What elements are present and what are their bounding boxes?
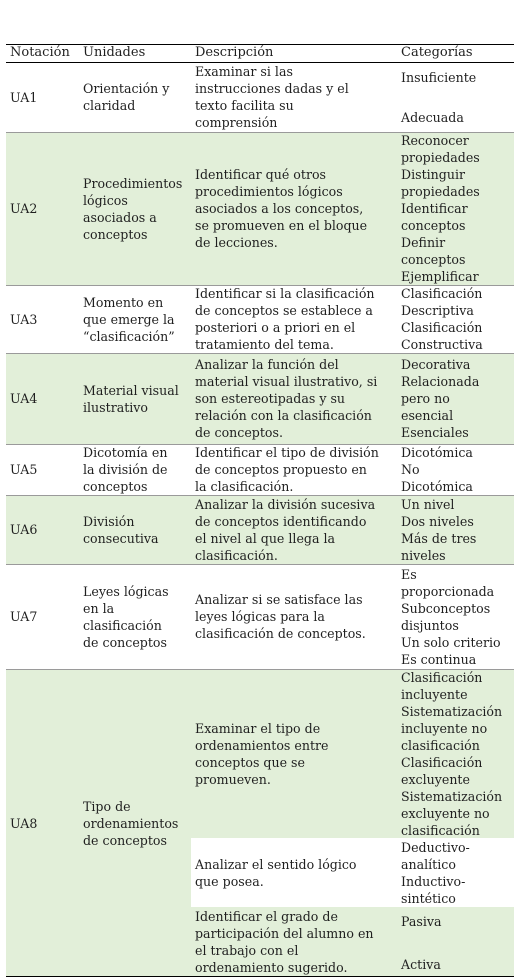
row-unit-line: Material visual <box>83 382 179 398</box>
row-code: UA8 <box>10 815 38 831</box>
row-categories-line: incluyente no <box>401 720 488 736</box>
row-description-line: de conceptos se establece a <box>195 303 373 318</box>
header-units: Unidades <box>83 45 146 60</box>
row-unit-line: conceptos <box>83 226 148 242</box>
row-description-line: la clasificación. <box>195 479 294 494</box>
row-categories <box>401 907 513 977</box>
row-categories-line: Clasificación <box>401 669 483 685</box>
row-description-line: conceptos que se <box>195 754 305 770</box>
row-description-line: son estereotipadas y su <box>195 391 346 406</box>
row-categories-line: Sistematización <box>401 788 503 804</box>
row-categories-line: Clasificación <box>401 286 483 301</box>
row-unit-line: en la <box>83 600 115 616</box>
row-description-line: participación del alumno en <box>195 926 374 941</box>
row-description-line: promueven. <box>195 771 271 787</box>
row-categories-line: Constructiva <box>401 337 483 352</box>
row-description-line: se promueven en el bloque <box>195 218 368 233</box>
categories-table <box>6 44 514 977</box>
header-notation: Notación <box>10 45 70 60</box>
row-description <box>195 62 397 132</box>
row-unit <box>83 669 193 977</box>
row-categories-line: Es <box>401 566 417 582</box>
row-description-line: Analizar el sentido lógico <box>195 856 357 872</box>
row-unit-line: Tipo de <box>83 798 131 814</box>
row-unit-line: la división de <box>83 462 168 477</box>
row-code: UA4 <box>10 391 38 406</box>
row-categories-line: sintético <box>401 890 456 906</box>
row-unit <box>83 285 193 353</box>
header-description: Descripción <box>195 45 274 60</box>
row-categories-line: Definir <box>401 235 446 250</box>
row-categories <box>401 132 513 285</box>
row-description <box>195 444 397 495</box>
row-description-line: texto facilita su <box>195 98 294 113</box>
row-description-line: el nivel al que llega la <box>195 530 336 546</box>
row-unit-line: Momento en <box>83 294 164 310</box>
row-categories-line: analítico <box>401 856 456 872</box>
row-unit-line: ilustrativo <box>83 399 149 415</box>
row-categories-line: proporcionada <box>401 583 495 599</box>
row-description <box>195 564 397 669</box>
row-categories-line: Distinguir <box>401 167 466 182</box>
row-description-line: de conceptos identificando <box>195 513 367 529</box>
row-categories-line: excluyente no <box>401 805 490 821</box>
row-categories <box>401 669 513 838</box>
row-description-line: de lecciones. <box>195 235 278 250</box>
row-categories-line: conceptos <box>401 218 466 233</box>
row-description <box>195 353 397 444</box>
row-description <box>195 495 397 564</box>
row-unit-line: clasificación <box>83 617 162 633</box>
row-code: UA2 <box>10 201 38 216</box>
row-categories-line: propiedades <box>401 150 480 165</box>
row-description-line: Examinar el tipo de <box>195 720 321 736</box>
row-unit-line: que emerge la <box>83 311 175 327</box>
row-categories <box>401 564 513 669</box>
row-unit <box>83 353 193 444</box>
row-code: UA6 <box>10 522 38 537</box>
row-unit-line: conceptos <box>83 479 148 494</box>
row-categories-line: excluyente <box>401 771 470 787</box>
row-categories <box>401 495 513 564</box>
row-categories-line: clasificación <box>401 822 480 838</box>
row-unit-line: asociados a <box>83 209 157 225</box>
row-description-line: instrucciones dadas y el <box>195 81 349 96</box>
row-categories <box>401 353 513 444</box>
row-categories-line: Relacionada <box>401 374 480 389</box>
row-code: UA3 <box>10 311 38 327</box>
row-unit-line: Orientación y <box>83 81 170 96</box>
row-unit-line: consecutiva <box>83 530 159 546</box>
row-description <box>195 285 397 353</box>
row-categories-line: pero no <box>401 391 450 406</box>
row-code: UA1 <box>10 89 38 105</box>
row-categories-line: Sistematización <box>401 703 503 719</box>
row-description-line: clasificación de conceptos. <box>195 626 366 641</box>
row-categories <box>401 285 513 353</box>
row-categories-line: Decorativa <box>401 357 471 372</box>
header-categories: Categorías <box>401 45 473 60</box>
row-categories-line: conceptos <box>401 252 466 267</box>
row-code: UA7 <box>10 609 38 624</box>
row-categories-line: Más de tres <box>401 530 477 546</box>
row-categories-line: Un solo criterio <box>401 634 501 650</box>
row-description-line: que posea. <box>195 873 264 889</box>
row-unit-line: Leyes lógicas <box>83 583 169 599</box>
row-unit-line: lógicos <box>83 192 128 208</box>
row-description-line: clasificación. <box>195 547 278 563</box>
row-categories-line: Esenciales <box>401 425 469 440</box>
row-categories-line: niveles <box>401 547 446 563</box>
row-code: UA5 <box>10 462 38 477</box>
row-description-line: el trabajo con el <box>195 943 299 958</box>
row-description-line: Identificar el tipo de división <box>195 445 379 460</box>
row-categories-line: No <box>401 462 420 477</box>
row-unit-line: de conceptos <box>83 634 167 650</box>
row-description-line: relación con la clasificación <box>195 408 372 423</box>
row-description-line: Identificar el grado de <box>195 909 338 924</box>
row-description-line: leyes lógicas para la <box>195 609 325 624</box>
row-description-line: ordenamientos entre <box>195 737 329 753</box>
row-categories <box>401 444 513 495</box>
row-categories-line: Clasificación <box>401 320 483 335</box>
row-categories-line: Identificar <box>401 201 468 216</box>
row-description-line: Identificar si la clasificación <box>195 286 375 301</box>
row-categories-line: Es continua <box>401 651 477 667</box>
row-categories-line: Ejemplificar <box>401 269 479 284</box>
row-description-line: Analizar la división sucesiva <box>195 496 376 512</box>
row-description-line: de conceptos propuesto en <box>195 462 367 477</box>
row-description-line: de conceptos. <box>195 425 283 440</box>
row-categories-line: disjuntos <box>401 617 459 633</box>
row-categories-line: propiedades <box>401 184 480 199</box>
row-unit-line: “clasificación” <box>83 328 175 344</box>
row-unit-line: ordenamientos <box>83 815 179 831</box>
row-categories-line: Reconocer <box>401 133 469 148</box>
row-categories-line: clasificación <box>401 737 480 753</box>
row-description-line: procedimientos lógicos <box>195 184 343 199</box>
row-description-line: Examinar si las <box>195 64 293 79</box>
row-categories <box>401 62 513 132</box>
row-description-line: posteriori o a priori en el <box>195 320 356 335</box>
row-description <box>195 669 397 838</box>
row-description-line: Analizar si se satisface las <box>195 592 363 607</box>
row-categories-line: Un nivel <box>401 496 455 512</box>
row-unit-line: de conceptos <box>83 832 167 848</box>
row-description-line: asociados a los conceptos, <box>195 201 364 216</box>
row-unit <box>83 564 193 669</box>
row-description-line: material visual ilustrativo, si <box>195 374 378 389</box>
row-description-line: comprensión <box>195 115 278 130</box>
row-categories-line: Inductivo- <box>401 873 466 889</box>
row-unit <box>83 444 193 495</box>
row-description <box>195 838 397 907</box>
row-unit-line: División <box>83 513 135 529</box>
row-unit <box>83 62 193 132</box>
row-unit <box>83 495 193 564</box>
row-categories-line: Dicotómica <box>401 445 473 460</box>
row-unit-line: claridad <box>83 98 136 113</box>
row-categories-line: Adecuada <box>401 110 464 125</box>
row-description-line: ordenamiento sugerido. <box>195 960 348 975</box>
row-unit-line: Dicotomía en <box>83 445 168 460</box>
row-unit <box>83 132 193 285</box>
row-categories <box>401 838 513 907</box>
row-categories-line: Subconceptos <box>401 600 491 616</box>
row-categories-line: Dos niveles <box>401 513 474 529</box>
row-description-line: tratamiento del tema. <box>195 337 334 352</box>
row-description-line: Identificar qué otros <box>195 167 327 182</box>
row-categories-line: Deductivo- <box>401 839 470 855</box>
row-categories-line: Descriptiva <box>401 303 474 318</box>
row-description <box>195 132 397 285</box>
row-categories-line: Activa <box>401 957 441 972</box>
row-categories-line: Insuficiente <box>401 70 477 85</box>
row-categories-line: esencial <box>401 408 454 423</box>
row-categories-line: Pasiva <box>401 914 442 929</box>
row-categories-line: incluyente <box>401 686 468 702</box>
row-unit-line: Procedimientos <box>83 175 183 191</box>
row-categories-line: Clasificación <box>401 754 483 770</box>
row-description <box>195 907 397 977</box>
row-categories-line: Dicotómica <box>401 479 473 494</box>
row-description-line: Analizar la función del <box>195 357 339 372</box>
